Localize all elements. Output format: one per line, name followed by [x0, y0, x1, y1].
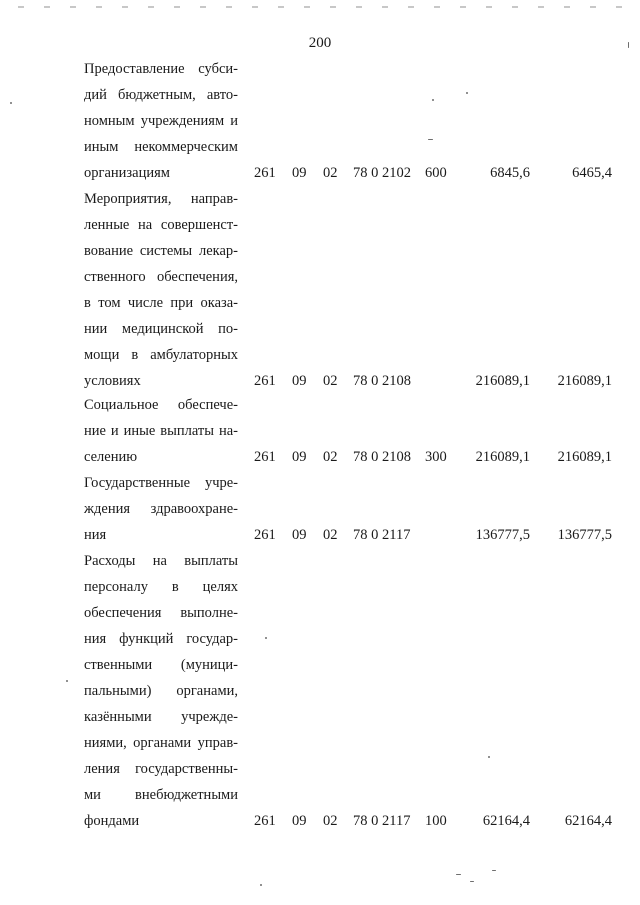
expense-description	[84, 470, 238, 548]
section-code: 09	[292, 527, 307, 543]
amount-year-2: 216089,1	[557, 449, 612, 465]
expense-type-code: 300	[425, 449, 447, 465]
description-line: персоналу в целях	[84, 579, 238, 595]
grbs-code: 261	[254, 449, 276, 465]
description-line: номным учреждениям и	[84, 113, 238, 129]
scan-speck	[260, 884, 262, 886]
description-line: условиях	[84, 373, 141, 389]
target-article-code: 78 0 2117	[353, 527, 411, 543]
description-line: иным некоммерческим	[84, 139, 238, 155]
description-line: селению	[84, 449, 138, 465]
scan-speck	[66, 680, 68, 682]
section-code: 09	[292, 449, 307, 465]
description-line: дий бюджетным, авто-	[84, 87, 238, 103]
scan-speck	[492, 870, 496, 871]
scan-speck	[432, 99, 434, 101]
description-line: ния функций государ-	[84, 631, 238, 647]
description-line: Социальное обеспече-	[84, 397, 238, 413]
target-article-code: 78 0 2102	[353, 165, 411, 181]
description-line: Государственные учре-	[84, 475, 238, 491]
subsection-code: 02	[323, 813, 338, 829]
description-line: ственного обеспечения,	[84, 269, 238, 285]
amount-year-1: 62164,4	[482, 813, 530, 829]
scan-speck	[488, 756, 490, 758]
description-line: в том числе при оказа-	[84, 295, 238, 311]
description-line: Мероприятия, направ-	[84, 191, 238, 207]
scan-speck	[10, 102, 12, 104]
description-line: мощи в амбулаторных	[84, 347, 238, 363]
amount-year-1: 136777,5	[475, 527, 530, 543]
section-code: 09	[292, 373, 307, 389]
amount-year-2: 216089,1	[557, 373, 612, 389]
description-line: ния	[84, 527, 107, 543]
description-line: нии медицинской по-	[84, 321, 238, 337]
description-line: обеспечения выполне-	[84, 605, 238, 621]
section-code: 09	[292, 165, 307, 181]
amount-year-2: 6465,4	[572, 165, 612, 181]
section-code: 09	[292, 813, 307, 829]
description-line: ми внебюджетными	[84, 787, 238, 803]
page-number: 200	[308, 35, 332, 51]
description-line: организациям	[84, 165, 170, 181]
amount-year-1: 6845,6	[490, 165, 530, 181]
grbs-code: 261	[254, 373, 276, 389]
description-line: пальными) органами,	[84, 683, 238, 699]
amount-year-2: 136777,5	[557, 527, 612, 543]
description-line: фондами	[84, 813, 140, 829]
description-line: ждения здравоохране-	[84, 501, 238, 517]
grbs-code: 261	[254, 813, 276, 829]
grbs-code: 261	[254, 527, 276, 543]
target-article-code: 78 0 2117	[353, 813, 411, 829]
description-line: ние и иные выплаты на-	[84, 423, 238, 439]
expense-description	[84, 548, 238, 834]
target-article-code: 78 0 2108	[353, 449, 411, 465]
subsection-code: 02	[323, 527, 338, 543]
expense-description	[84, 392, 238, 470]
description-line: ления государственны-	[84, 761, 238, 777]
scan-speck	[456, 874, 461, 875]
amount-year-2: 62164,4	[564, 813, 612, 829]
scan-speck	[470, 881, 474, 882]
amount-year-1: 216089,1	[475, 449, 530, 465]
description-line: Расходы на выплаты	[84, 553, 238, 569]
scan-speck	[265, 637, 267, 639]
target-article-code: 78 0 2108	[353, 373, 411, 389]
amount-year-1: 216089,1	[475, 373, 530, 389]
scan-speck	[466, 92, 468, 94]
scan-speck	[428, 139, 433, 140]
subsection-code: 02	[323, 373, 338, 389]
subsection-code: 02	[323, 449, 338, 465]
expense-description	[84, 56, 238, 186]
description-line: Предоставление субси-	[84, 61, 238, 77]
description-line: казёнными учрежде-	[84, 709, 238, 725]
scan-edge-artifact	[18, 6, 622, 8]
expense-type-code: 600	[425, 165, 447, 181]
expense-description	[84, 186, 238, 394]
expense-type-code: 100	[425, 813, 447, 829]
scan-speck	[628, 42, 629, 48]
subsection-code: 02	[323, 165, 338, 181]
description-line: ниями, органами управ-	[84, 735, 238, 751]
description-line: ственными (муници-	[84, 657, 238, 673]
description-line: ленные на совершенст-	[84, 217, 238, 233]
grbs-code: 261	[254, 165, 276, 181]
description-line: вование системы лекар-	[84, 243, 238, 259]
